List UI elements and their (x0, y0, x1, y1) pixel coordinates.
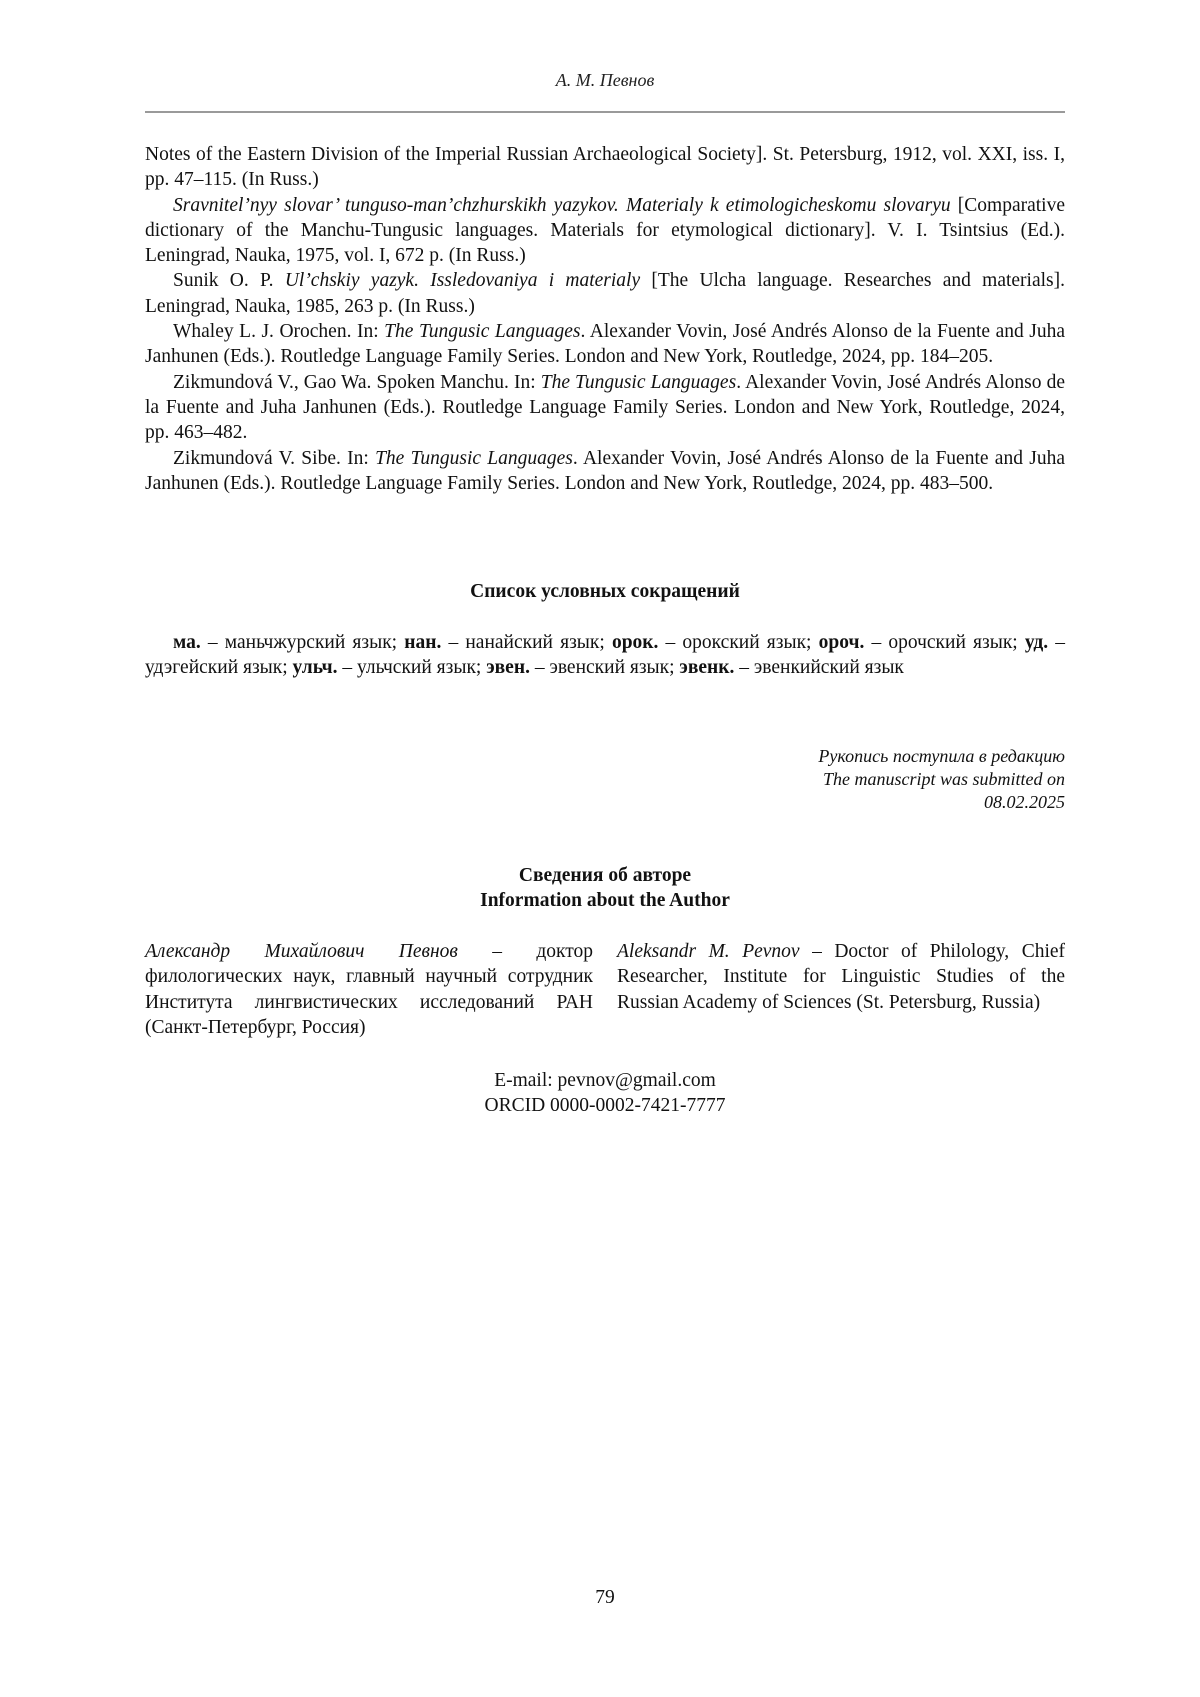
page-number: 79 (595, 1587, 615, 1608)
reference-title: Sravnitel’nyy slovar’ tunguso-man’chzhurskikh yazykov. Materialy k etimologicheskomu slovaryu (173, 194, 951, 216)
author-info-en (617, 939, 1065, 1015)
submission-note (645, 745, 1065, 814)
abbreviation-definition: – орокский язык; (658, 632, 819, 653)
abbreviation-definition: – удэгейский язык; (145, 632, 1065, 679)
reference-title: The Tungusic Languages (375, 447, 573, 469)
reference-entry (145, 370, 1065, 446)
reference-title: The Tungusic Languages (540, 371, 737, 393)
submission-date: 08.02.2025 (984, 792, 1065, 812)
author-description-ru: – доктор филологических наук, главный научный сотрудник Института лингвистических исследований РАН (Санкт-Петербург, Россия) (145, 941, 593, 1038)
reference-text: [The Ulcha language. Researches and materials]. Leningrad, Nauka, 1985, 263 p. (In Russ.) (145, 270, 1065, 317)
author-name-ru: Александр Михайлович Певнов (145, 941, 458, 962)
abbreviation-term: орок. (611, 632, 659, 653)
abbreviation-definition: – орочский язык; (864, 632, 1025, 653)
abbreviation-term: ульч. (292, 657, 338, 679)
submission-note-ru: Рукопись поступила в редакцию (818, 746, 1065, 766)
abbreviation-term: уд. (1024, 632, 1049, 653)
abbreviation-definition: – маньчжурский язык; (200, 632, 405, 653)
reference-entry (145, 142, 1065, 193)
submission-note-en: The manuscript was submitted on (822, 769, 1065, 789)
reference-text: . Alexander Vovin, José Andrés Alonso de la Fuente and Juha Janhunen (Eds.). Routledge Language Family Series. London and New York, Routledge, 2024, pp. 483–500. (145, 447, 1065, 494)
reference-entry (145, 319, 1065, 370)
abbreviation-term: нан. (404, 632, 442, 653)
abbreviation-term: эвен. (486, 657, 530, 679)
abbreviation-term: эвенк. (679, 657, 735, 679)
reference-text: [Comparative dictionary of the Manchu-Tungusic languages. Materials for etymological dictionary]. V. I. Tsintsius (Ed.). Leningrad, Nauka, 1975, vol. I, 672 p. (In Russ.) (145, 194, 1065, 267)
abbreviation-definition: – эвенский язык; (529, 657, 680, 679)
abbreviations-title: Список условных сокращений (470, 581, 740, 602)
author-name-en: Aleksandr M. Pevnov (617, 941, 800, 962)
reference-author: Whaley L. J. Orochen. In: (173, 321, 385, 343)
author-info-heading (145, 863, 1065, 913)
author-contacts (145, 1068, 1065, 1118)
author-info-title-ru: Сведения об авторе (518, 865, 692, 886)
reference-entry (145, 268, 1065, 319)
abbreviation-term: ма. (173, 632, 201, 653)
abbreviation-definition: – эвенкийский язык (734, 657, 904, 679)
header-rule (145, 111, 1065, 113)
abbreviation-definition: – нанайский язык; (441, 632, 612, 653)
reference-list (145, 142, 1065, 496)
reference-text: Notes of the Eastern Division of the Imperial Russian Archaeological Society]. St. Petersburg, 1912, vol. XXI, iss. I, pp. 47–115. (In Russ.) (145, 144, 1065, 191)
reference-author: Zikmundová V. Sibe. In: (173, 447, 376, 469)
reference-entry (145, 193, 1065, 269)
abbreviation-definition: – ульчский язык; (337, 657, 487, 679)
author-orcid: ORCID 0000-0002-7421-7777 (484, 1095, 726, 1116)
author-info-title-en: Information about the Author (480, 890, 730, 911)
author-info-ru (145, 939, 593, 1040)
reference-entry (145, 446, 1065, 497)
reference-text: . Alexander Vovin, José Andrés Alonso de la Fuente and Juha Janhunen (Eds.). Routledge Language Family Series. London and New York, Routledge, 2024, pp. 184–205. (145, 321, 1065, 368)
reference-author: Zikmundová V., Gao Wa. Spoken Manchu. In: (173, 371, 541, 393)
author-description-en: – Doctor of Philology, Chief Researcher, Institute for Linguistic Studies of the Russian Academy of Sciences (St. Petersburg, Russia) (617, 941, 1066, 1013)
reference-author: Sunik O. P. (173, 270, 285, 292)
running-head: А. М. Певнов (555, 70, 655, 90)
author-email: E-mail: pevnov@gmail.com (494, 1070, 716, 1091)
reference-title: The Tungusic Languages (384, 321, 581, 343)
reference-text: . Alexander Vovin, José Andrés Alonso de la Fuente and Juha Janhunen (Eds.). Routledge Language Family Series. London and New York, Routledge, 2024, pp. 463–482. (145, 371, 1066, 444)
reference-title: Ul’chskiy yazyk. Issledovaniya i materialy (284, 270, 641, 292)
abbreviations-list (145, 630, 1065, 681)
abbreviation-term: ороч. (818, 632, 865, 653)
